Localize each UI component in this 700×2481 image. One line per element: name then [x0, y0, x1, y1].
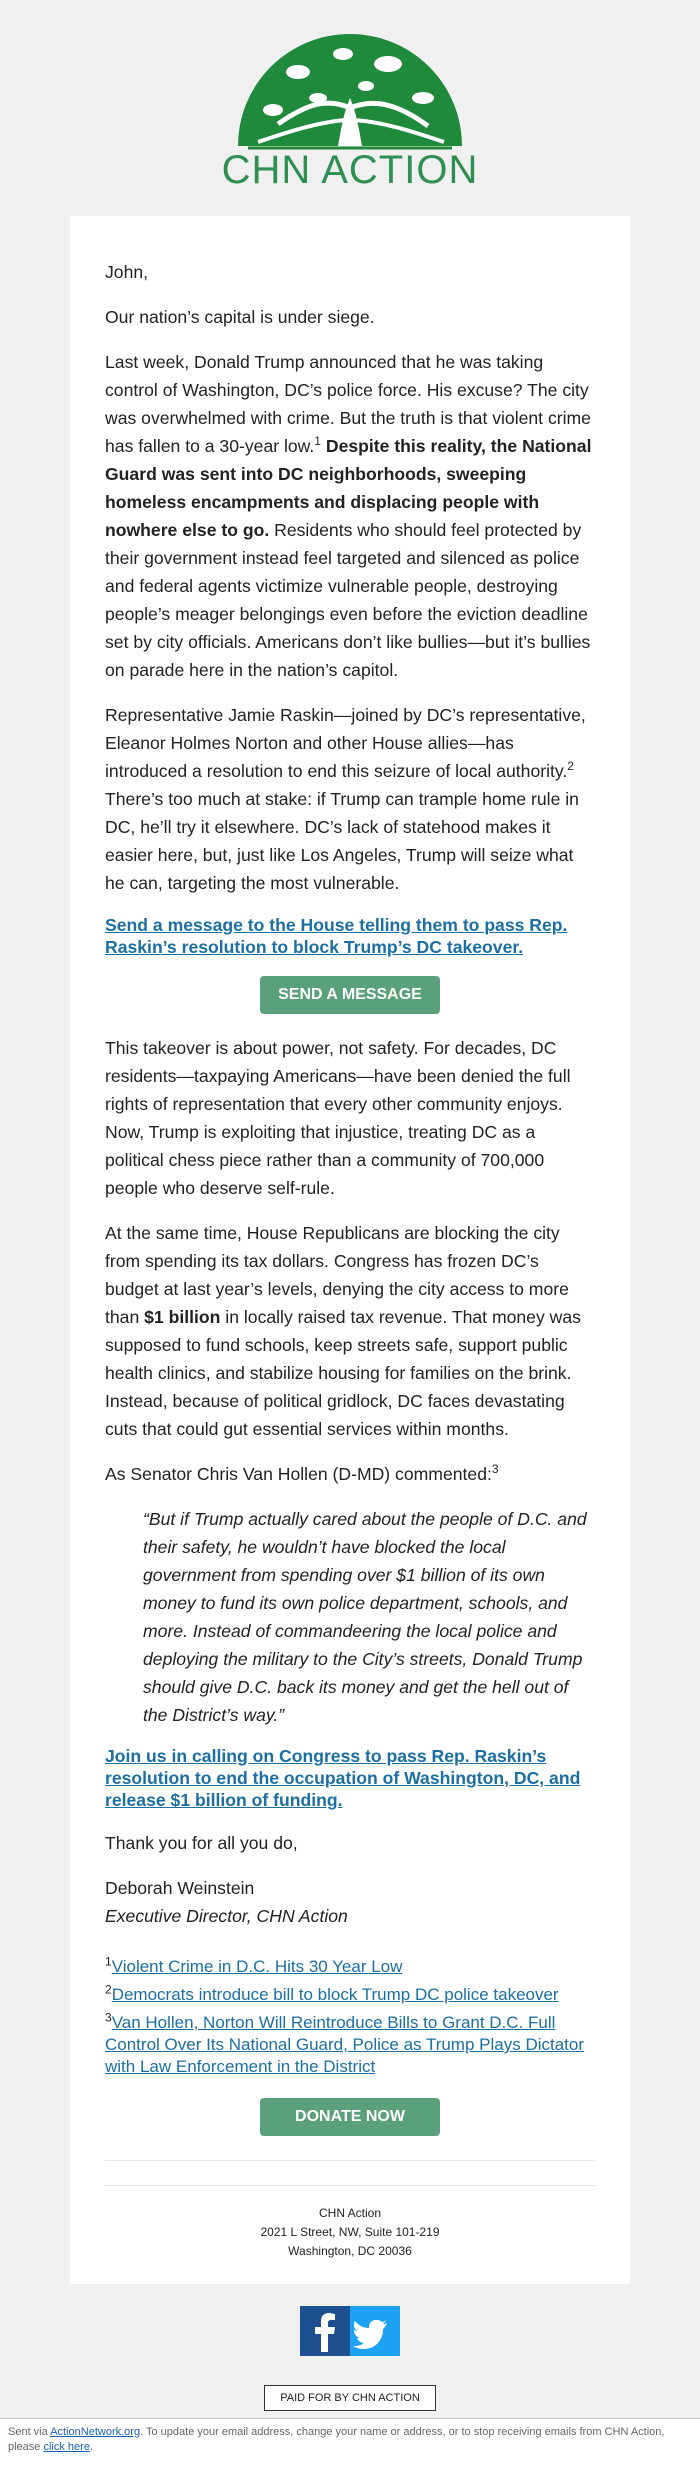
donate-button[interactable]: DONATE NOW — [260, 2098, 440, 2136]
click-here-link[interactable]: click here — [43, 2441, 90, 2453]
tree-logo-icon — [238, 28, 462, 150]
signature-name: Deborah Weinstein — [105, 1878, 255, 1898]
brand-name: CHN ACTION — [221, 148, 479, 192]
email-body — [105, 258, 595, 2261]
text: Residents who should feel protected by their government instead feel targeted and silenced as police and federal agents victimize vulnerable people, destroying people’s meager belongings even before the eviction deadline set by city officials. Americans don’t like bullies—but it’s bullies on parade here in the nation’s capitol. — [105, 520, 591, 680]
actionnetwork-link[interactable]: ActionNetwork.org — [50, 2426, 141, 2438]
paragraph-budget — [105, 1219, 595, 1443]
paragraph-intro: Our nation’s capital is under siege. — [105, 307, 375, 327]
facebook-icon[interactable] — [300, 2306, 350, 2356]
address-line1: 2021 L Street, NW, Suite 101-219 — [260, 2225, 440, 2239]
paid-for-by: PAID FOR BY CHN ACTION — [264, 2385, 436, 2411]
thanks: Thank you for all you do, — [105, 1833, 298, 1853]
text: Last week, Donald Trump announced that he was taking control of Washington, DC’s police force. His excuse? The city was overwhelmed with crime. But the truth is that violent crime has fallen to a 30-year low. — [105, 352, 591, 456]
footnote-ref-3: 3 — [491, 1462, 499, 1477]
divider — [105, 2160, 595, 2161]
footnote — [105, 1984, 595, 2006]
twitter-icon[interactable] — [350, 2306, 400, 2356]
paragraph-takeover — [105, 348, 595, 684]
mailing-address — [105, 2204, 595, 2261]
paragraph-raskin — [105, 701, 595, 897]
footnote — [105, 1956, 595, 1978]
paragraph-power: This takeover is about power, not safety. For decades, DC residents—taxpaying Americans—have been denied the full rights of representation that every other community enjoys. Now, Trump is exploiting that injustice, treating DC as a political chess piece rather than a community of 700,000 people who deserve self-rule. — [105, 1038, 571, 1198]
email-card — [70, 216, 630, 2284]
text: Representative Jamie Raskin—joined by DC’s representative, Eleanor Holmes Norton and other House allies—has introduced a resolution to end this seizure of local authority. — [105, 705, 586, 781]
footnote — [105, 2012, 595, 2078]
greeting: John, — [105, 262, 149, 282]
donate-button-wrap — [105, 2098, 595, 2136]
quote: “But if Trump actually cared about the people of D.C. and their safety, he wouldn’t have blocked the local government from spending over $1 billion of its own money to fund its own police department, schools, and more. Instead of commandeering the local police and deploying the military to the City’s streets, Donald Trump should give D.C. back its money and get the hell out of the District’s way.” — [143, 1509, 587, 1725]
divider — [105, 2185, 595, 2186]
footer-text — [0, 2419, 700, 2455]
bold-text: Despite this reality, the National Guard was sent into DC neighborhoods, sweeping homeless encampments and displacing people with nowhere else to go. — [105, 436, 592, 540]
send-message-button-wrap — [105, 976, 595, 1014]
footnote-link[interactable]: Van Hollen, Norton Will Reintroduce Bills to Grant D.C. Full Control Over Its National Guard, Police as Trump Plays Dictator with Law Enforcement in the District — [105, 2013, 585, 2076]
footnote-number: 3 — [105, 2010, 112, 2025]
text: There’s too much at stake: if Trump can trample home rule in DC, he’ll try it elsewhere. DC’s lack of statehood makes it easier here, but, just like Los Angeles, Trump will seize what he can, targeting the most vulnerable. — [105, 789, 579, 893]
text: As Senator Chris Van Hollen (D-MD) commented: — [105, 1464, 492, 1484]
footer-suffix: . — [89, 2441, 94, 2453]
address-org: CHN Action — [318, 2206, 382, 2220]
signature-title: Executive Director, CHN Action — [105, 1906, 348, 1926]
join-us-link[interactable]: Join us in calling on Congress to pass Rep. Raskin’s resolution to end the occupation of Washington, DC, and release $1 billion of funding. — [105, 1746, 581, 1810]
signature — [105, 1874, 595, 1930]
email-header — [0, 0, 700, 216]
text: At the same time, House Republicans are blocking the city from spending its tax dollars. Congress has frozen DC’s budget at last year’s levels, denying the city access to more than — [105, 1223, 569, 1327]
footnote-ref-1: 1 — [314, 434, 321, 449]
footer-prefix: Sent via — [8, 2426, 51, 2438]
footnote-link[interactable]: Democrats introduce bill to block Trump DC police takeover — [111, 1985, 559, 2004]
send-message-link[interactable]: Send a message to the House telling them to pass Rep. Raskin’s resolution to block Trump’s DC takeover. — [105, 915, 568, 957]
bold-text: $1 billion — [144, 1307, 221, 1327]
footnote-ref-2: 2 — [567, 759, 574, 774]
footer-middle: . To update your email address, change your name or address, or to stop receiving emails from CHN Action, please — [8, 2426, 665, 2453]
text: in locally raised tax revenue. That money was supposed to fund schools, keep streets safe, support public health clinics, and stabilize housing for families on the brink. Instead, because of political gridlock, DC faces devastating cuts that could gut essential services within months. — [105, 1307, 581, 1439]
address-line2: Washington, DC 20036 — [288, 2244, 412, 2258]
paragraph-van-hollen — [105, 1460, 595, 1488]
send-message-button[interactable]: SEND A MESSAGE — [260, 976, 440, 1014]
social-links — [300, 2306, 400, 2361]
footnote-number: 2 — [105, 1982, 112, 1997]
footnote-link[interactable]: Violent Crime in D.C. Hits 30 Year Low — [111, 1957, 403, 1976]
footer — [0, 2418, 700, 2481]
footnote-number: 1 — [105, 1954, 112, 1969]
